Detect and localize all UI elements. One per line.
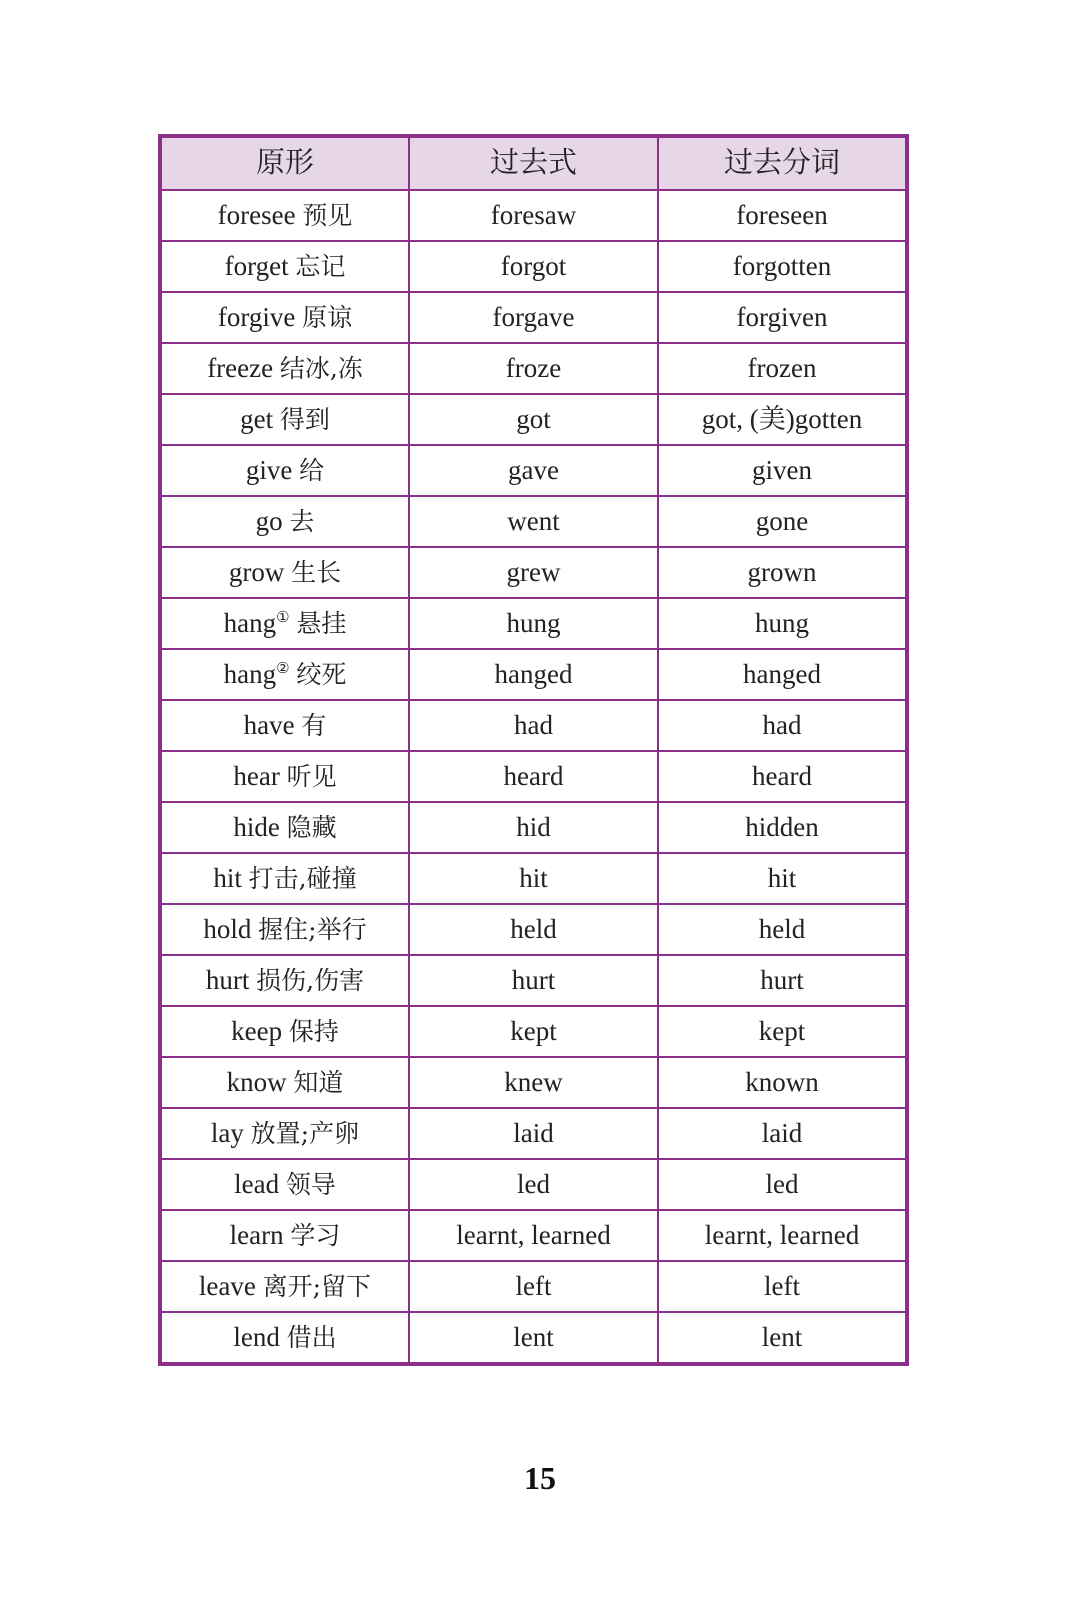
table-header-row [160,136,907,190]
base-word: hear [233,761,280,791]
cell-past-tense: hid [409,802,658,853]
chinese-meaning: 去 [289,507,315,536]
table-row [160,547,907,598]
table-row [160,1159,907,1210]
cell-base-form [160,1261,409,1312]
cell-past-participle: hung [658,598,907,649]
base-word: have [243,710,295,740]
base-word: learn [229,1220,284,1250]
cell-past-tense: hanged [409,649,658,700]
chinese-meaning: 离开;留下 [262,1272,372,1301]
base-word: foresee [217,200,296,230]
cell-past-tense: forgave [409,292,658,343]
chinese-meaning: 领导 [285,1170,336,1199]
cell-past-participle: laid [658,1108,907,1159]
base-word: keep [231,1016,283,1046]
chinese-meaning: 保持 [288,1017,339,1046]
cell-base-form [160,598,409,649]
cell-past-participle: forgiven [658,292,907,343]
cell-past-tense: hit [409,853,658,904]
base-word: grow [228,557,285,587]
cell-base-form [160,1006,409,1057]
cell-past-tense: grew [409,547,658,598]
chinese-meaning: 悬挂 [296,609,347,638]
base-word: lay [210,1118,244,1148]
header-past-tense: 过去式 [409,136,658,190]
cell-base-form [160,649,409,700]
table-row [160,394,907,445]
cell-past-tense: kept [409,1006,658,1057]
cell-base-form [160,904,409,955]
cell-past-participle: had [658,700,907,751]
chinese-meaning: 握住;举行 [258,915,367,944]
cell-past-tense: forgot [409,241,658,292]
table-row [160,445,907,496]
cell-base-form [160,1312,409,1364]
cell-base-form [160,1108,409,1159]
cell-past-participle: given [658,445,907,496]
base-word: go [255,506,283,536]
chinese-meaning: 听见 [286,762,337,791]
header-past-participle: 过去分词 [658,136,907,190]
base-word: hang [223,659,277,689]
table-row [160,904,907,955]
chinese-meaning: 原谅 [302,303,353,332]
chinese-meaning: 预见 [302,201,353,230]
cell-past-participle: left [658,1261,907,1312]
cell-past-participle: hurt [658,955,907,1006]
chinese-meaning: 有 [301,711,327,740]
page-number: 15 [524,1460,556,1496]
cell-past-participle: hanged [658,649,907,700]
base-word: hide [233,812,280,842]
table-row [160,241,907,292]
cell-base-form [160,547,409,598]
base-word: hang [223,608,277,638]
cell-past-tense: froze [409,343,658,394]
chinese-meaning: 生长 [291,558,342,587]
cell-past-tense: hung [409,598,658,649]
table-row [160,955,907,1006]
cell-past-participle: learnt, learned [658,1210,907,1261]
chinese-meaning: 打击,碰撞 [248,864,357,893]
cell-base-form [160,1210,409,1261]
cell-base-form [160,394,409,445]
table-row [160,1057,907,1108]
chinese-meaning: 损伤,伤害 [256,966,365,995]
chinese-meaning: 绞死 [296,660,347,689]
cell-past-tense: lent [409,1312,658,1364]
table-row [160,1006,907,1057]
chinese-meaning: 隐藏 [286,813,337,842]
cell-past-participle: grown [658,547,907,598]
table-row [160,496,907,547]
chinese-meaning: 结冰,冻 [279,354,363,383]
irregular-verb-table [158,134,909,1366]
base-word: hit [213,863,242,893]
table-row [160,343,907,394]
cell-past-participle: hit [658,853,907,904]
table-row [160,1210,907,1261]
chinese-meaning: 借出 [286,1323,337,1352]
base-word: get [240,404,274,434]
base-word: give [245,455,293,485]
chinese-meaning: 学习 [290,1221,341,1250]
base-word: freeze [207,353,274,383]
cell-past-participle: held [658,904,907,955]
table-row [160,700,907,751]
cell-past-tense: heard [409,751,658,802]
cell-base-form [160,343,409,394]
cell-base-form [160,1057,409,1108]
cell-past-tense: gave [409,445,658,496]
base-word: lead [234,1169,280,1199]
table-row [160,802,907,853]
header-base-form: 原形 [160,136,409,190]
cell-past-participle: gone [658,496,907,547]
chinese-meaning: 放置;产卵 [250,1119,360,1148]
table-row [160,853,907,904]
cell-past-tense: foresaw [409,190,658,241]
cell-past-participle: frozen [658,343,907,394]
cell-past-participle: got, (美)gotten [658,394,907,445]
table-row [160,598,907,649]
base-word: lend [233,1322,280,1352]
table-row [160,751,907,802]
cell-past-tense: went [409,496,658,547]
cell-past-tense: knew [409,1057,658,1108]
cell-base-form [160,496,409,547]
base-word: hurt [205,965,250,995]
cell-base-form [160,445,409,496]
sense-note-marker: ② [276,661,290,677]
cell-past-tense: held [409,904,658,955]
cell-past-tense: laid [409,1108,658,1159]
chinese-meaning: 知道 [293,1068,344,1097]
table-row [160,649,907,700]
cell-past-tense: had [409,700,658,751]
cell-past-tense: led [409,1159,658,1210]
table-row [160,190,907,241]
cell-past-participle: foreseen [658,190,907,241]
cell-base-form [160,853,409,904]
cell-base-form [160,700,409,751]
cell-base-form [160,292,409,343]
cell-past-tense: hurt [409,955,658,1006]
cell-base-form [160,190,409,241]
cell-past-participle: hidden [658,802,907,853]
cell-base-form [160,955,409,1006]
cell-base-form [160,1159,409,1210]
table-row [160,1261,907,1312]
chinese-meaning: 忘记 [295,252,346,281]
chinese-meaning: 给 [299,456,325,485]
table-row [160,1312,907,1364]
cell-past-tense: got [409,394,658,445]
cell-base-form [160,751,409,802]
table-row [160,292,907,343]
cell-past-tense: learnt, learned [409,1210,658,1261]
cell-past-participle: forgotten [658,241,907,292]
cell-past-participle: lent [658,1312,907,1364]
base-word: leave [198,1271,256,1301]
chinese-meaning: 得到 [279,405,330,434]
table-row [160,1108,907,1159]
cell-past-tense: left [409,1261,658,1312]
sense-note-marker: ① [276,610,290,626]
cell-past-participle: known [658,1057,907,1108]
cell-base-form [160,241,409,292]
cell-past-participle: kept [658,1006,907,1057]
base-word: know [226,1067,287,1097]
table-body [160,190,907,1364]
base-word: hold [203,914,252,944]
cell-past-participle: heard [658,751,907,802]
base-word: forgive [217,302,296,332]
base-word: forget [224,251,289,281]
cell-past-participle: led [658,1159,907,1210]
cell-base-form [160,802,409,853]
